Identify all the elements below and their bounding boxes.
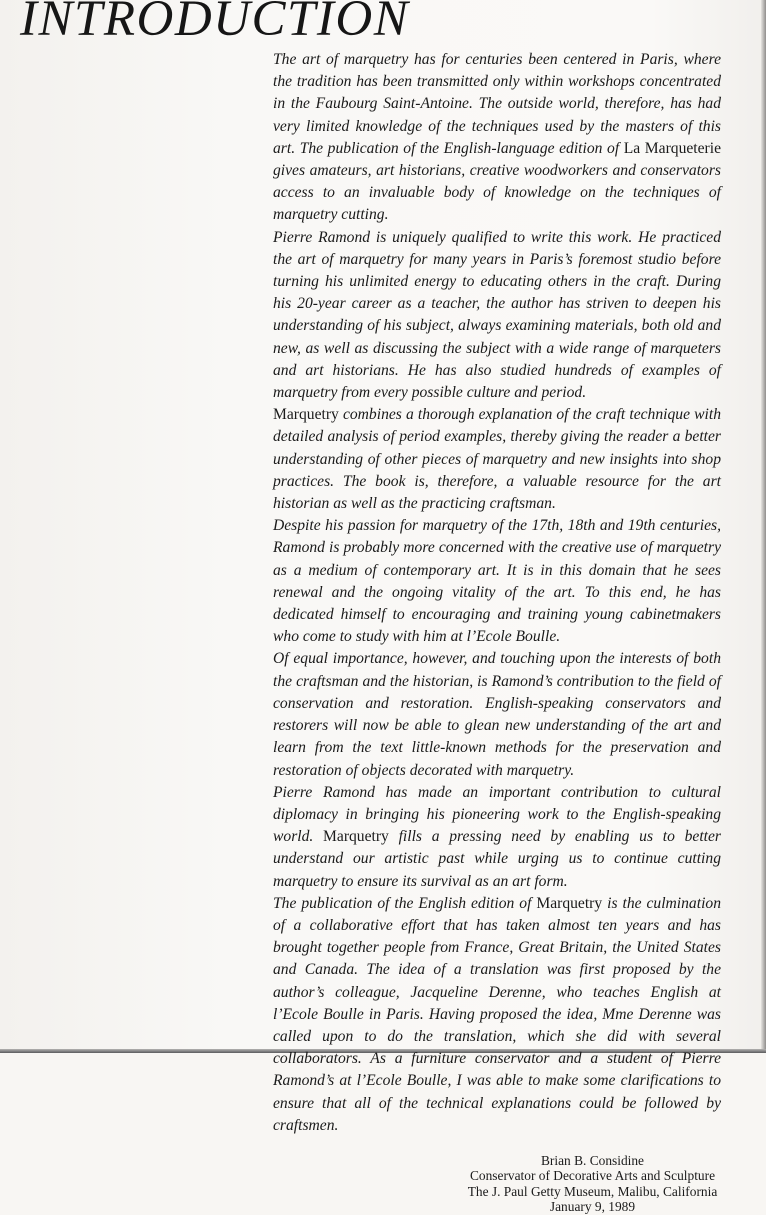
signature-date: January 9, 1989 (549, 1199, 636, 1215)
page-title: INTRODUCTION (20, 0, 410, 47)
paragraph-6-text: Pierre Ramond has made an important contribution to cultural diplomacy in bringing his pioneering work to the English-speaking world. (273, 783, 721, 846)
paragraph-6 (273, 782, 721, 893)
paragraph-6-text-continued: fills a pressing need by enabling us to better understand our artistic past while urging us to continue cutting marquetry to ensure its survival as an art form. (273, 828, 721, 890)
paragraph-4 (273, 515, 721, 648)
page-edge-right (761, 0, 766, 1053)
paragraph-4-text: Despite his passion for marquetry of the 17th, 18th and 19th centuries, Ramond is probably more concerned with the creative use of marquetry as a medium of contemporary art. It is in this domain that he sees renewal and the ongoing vitality of the art. To this end, he has dedicated himself to encouraging and training young cabinetmakers who come to study with him at l’Ecole Boulle. (273, 517, 721, 646)
signature-position: Conservator of Decorative Arts and Sculpture (469, 1168, 716, 1184)
book-title-marquetry: Marquetry (323, 828, 389, 846)
signature-name: Brian B. Considine (540, 1152, 645, 1168)
paragraph-7 (273, 893, 721, 1137)
paragraph-7-text-continued: is the culmination of a collaborative effort that has taken almost ten years and has brought together people from France, Great Britain, the United States and Canada. The idea of a translation was first proposed by the author’s colleague, Jacqueline Derenne, who teaches English at l’Ecole Boulle in Paris. Having proposed the idea, Mme Derenne was called upon to do the translation, which she did with several collaborators. As a furniture conservator and a student of Pierre Ramond’s at l’Ecole Boulle, I was able to make some clarifications to ensure that all of the technical explanations could be followed by craftsmen. (273, 894, 721, 1134)
paragraph-1 (273, 49, 721, 227)
introduction-body (273, 49, 721, 1137)
page-content (273, 49, 721, 1215)
paragraph-5-text: Of equal importance, however, and touching upon the interests of both the craftsman and the historian, is Ramond’s contribution to the field of conservation and restoration. English-speaking conservators and restorers will now be able to glean new understanding of the art and learn from the text little-known methods for the preservation and restoration of objects decorated with marquetry. (273, 650, 721, 779)
signature-institution: The J. Paul Getty Museum, Malibu, California (467, 1183, 718, 1199)
signature-block (430, 1153, 755, 1215)
book-title-marquetry: Marquetry (536, 894, 603, 912)
paragraph-3 (273, 404, 721, 515)
book-title-la-marqueterie: La Marqueterie (623, 139, 721, 157)
paragraph-2 (273, 227, 721, 405)
paragraph-1-text-continued: gives amateurs, art historians, creative woodworkers and conservators access to an invaluable body of knowledge on the techniques of marquetry cutting. (273, 162, 721, 224)
paragraph-1-text: The art of marquetry has for centuries been centered in Paris, where the tradition has been transmitted only within workshops concentrated in the Faubourg Saint-Antoine. The outside world, therefore, has had very limited knowledge of the techniques used by the masters of this art. The publication of the English-language edition of (273, 51, 721, 157)
paragraph-2-text: Pierre Ramond is uniquely qualified to write this work. He practiced the art of marquetry for many years in Paris’s foremost studio before turning his unlimited energy to educating others in the craft. During his 20-year career as a teacher, the author has striven to deepen his understanding of his subject, always examining materials, both old and new, as well as discussing the subject with a wide range of marqueters and art historians. He has also studied hundreds of examples of marquetry from every possible culture and period. (273, 228, 721, 402)
paragraph-5 (273, 648, 721, 781)
book-title-marquetry: Marquetry (273, 406, 339, 424)
paragraph-3-text: combines a thorough explanation of the craft technique with detailed analysis of period examples, thereby giving the reader a better understanding of other pieces of marquetry and new insights into shop practices. The book is, therefore, a valuable resource for the art historian as well as the practicing craftsman. (273, 406, 721, 513)
paragraph-7-text: The publication of the English edition of (273, 894, 537, 912)
